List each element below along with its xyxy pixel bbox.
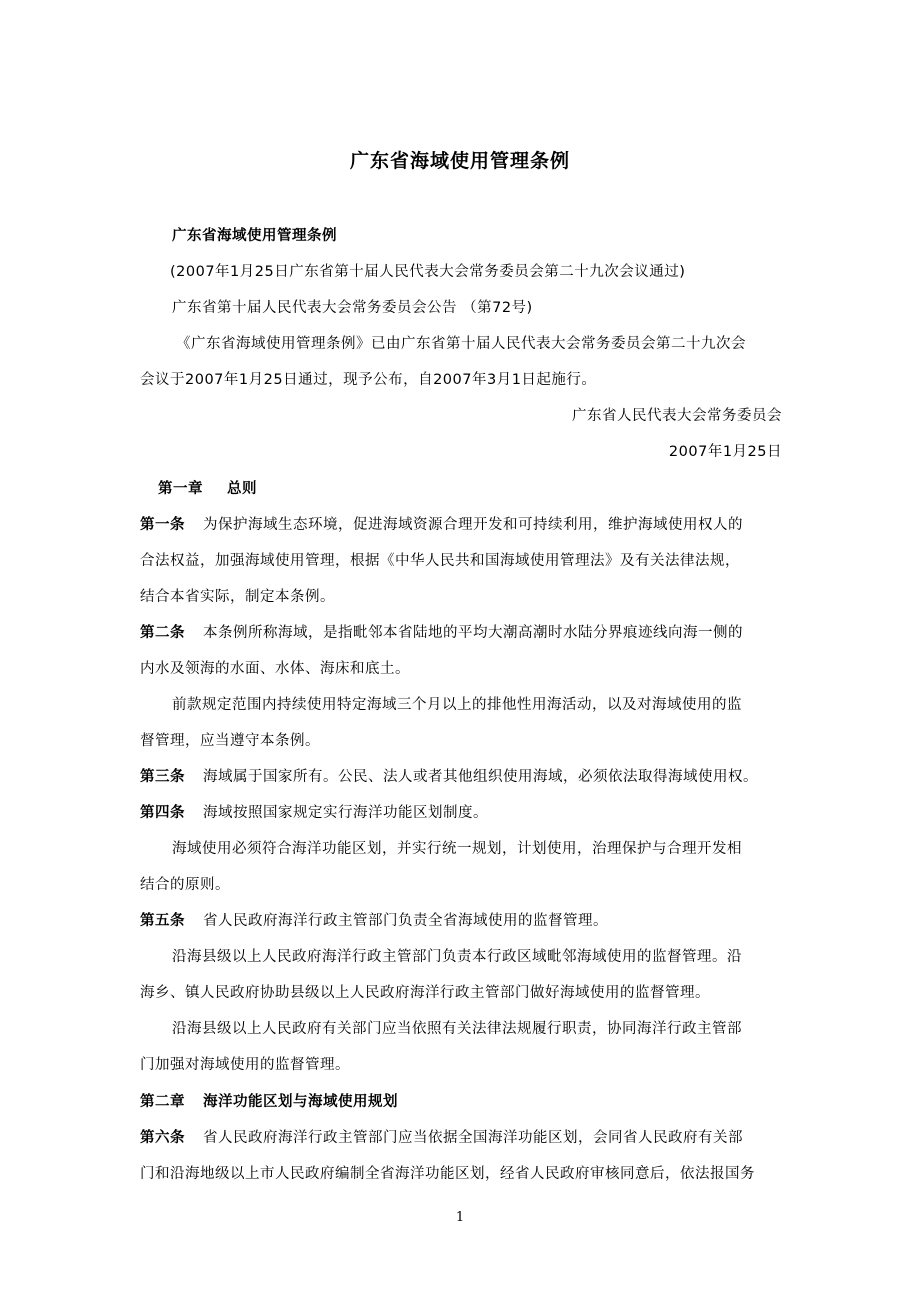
article-1-text-1: 为保护海域生态环境，促进海域资源合理开发和可持续利用，维护海域使用权人的 — [203, 517, 743, 533]
chapter-1-heading — [158, 479, 800, 499]
article-5-text-1: 省人民政府海洋行政主管部门负责全省海域使用的监督管理。 — [203, 913, 608, 929]
article-5-para2-line-1: 沿海县级以上人民政府海洋行政主管部门负责本行政区域毗邻海域使用的监督管理。沿 — [172, 949, 742, 965]
article-2-label: 第二条 — [140, 625, 185, 641]
article-5-line-1 — [140, 911, 782, 931]
article-4-para2-line-2: 结合的原则。 — [140, 877, 230, 893]
article-1-line-3: 结合本省实际，制定本条例。 — [140, 589, 335, 605]
header-line-title: 广东省海域使用管理条例 — [172, 228, 337, 244]
article-3-label: 第三条 — [140, 769, 185, 785]
article-5-para2-line-2: 海乡、镇人民政府协助县级以上人民政府海洋行政主管部门做好海域使用的监督管理。 — [140, 985, 710, 1001]
article-6-label: 第六条 — [140, 1130, 185, 1146]
header-line-announcement-no: 广东省第十届人民代表大会常务委员会公告 （第72号) — [172, 300, 533, 316]
article-2-para2-line-1: 前款规定范围内持续使用特定海域三个月以上的排他性用海活动，以及对海域使用的监 — [172, 697, 742, 713]
article-4-line-1 — [140, 803, 782, 823]
article-5-label: 第五条 — [140, 913, 185, 929]
announcement-line-1: 《广东省海域使用管理条例》已由广东省第十届人民代表大会常务委员会第二十九次会 — [176, 336, 746, 352]
article-1-line-2: 合法权益，加强海域使用管理，根据《中华人民共和国海域使用管理法》及有关法律法规， — [140, 553, 740, 569]
chapter-2-name: 海洋功能区划与海域使用规划 — [203, 1094, 398, 1110]
article-4-para2-line-1: 海域使用必须符合海洋功能区划，并实行统一规划，计划使用，治理保护与合理开发相 — [172, 841, 742, 857]
article-3-text-1: 海域属于国家所有。公民、法人或者其他组织使用海域，必须依法取得海域使用权。 — [203, 769, 758, 785]
article-1-label: 第一条 — [140, 517, 185, 533]
chapter-1-label: 第一章 — [158, 481, 203, 497]
article-3-line-1 — [140, 767, 782, 787]
chapter-2-label: 第二章 — [140, 1094, 185, 1110]
signature-org: 广东省人民代表大会常务委员会 — [572, 408, 782, 424]
chapter-2-heading — [140, 1092, 782, 1112]
signature-date: 2007年1月25日 — [668, 444, 782, 460]
article-5-para3-line-1: 沿海县级以上人民政府有关部门应当依照有关法律法规履行职责，协同海洋行政主管部 — [172, 1021, 742, 1037]
chapter-1-name: 总则 — [227, 481, 257, 497]
article-2-line-1 — [140, 623, 782, 643]
article-1-line-1 — [140, 515, 782, 535]
article-2-line-2: 内水及领海的水面、水体、海床和底土。 — [140, 661, 410, 677]
article-6-text-1: 省人民政府海洋行政主管部门应当依据全国海洋功能区划，会同省人民政府有关部 — [203, 1130, 743, 1146]
header-line-passed: (2007年1月25日广东省第十届人民代表大会常务委员会第二十九次会议通过) — [170, 264, 686, 280]
article-6-line-2: 门和沿海地级以上市人民政府编制全省海洋功能区划，经省人民政府审核同意后，依法报国务 — [140, 1166, 755, 1182]
article-4-text-1: 海域按照国家规定实行海洋功能区划制度。 — [203, 805, 488, 821]
page-number: 1 — [455, 1210, 465, 1225]
article-2-text-1: 本条例所称海域，是指毗邻本省陆地的平均大潮高潮时水陆分界痕迹线向海一侧的 — [203, 625, 743, 641]
article-6-line-1 — [140, 1128, 782, 1148]
article-2-para2-line-2: 督管理，应当遵守本条例。 — [140, 733, 320, 749]
article-4-label: 第四条 — [140, 805, 185, 821]
announcement-line-2: 会议于2007年1月25日通过，现予公布，自2007年3月1日起施行。 — [140, 372, 597, 388]
article-5-para3-line-2: 门加强对海域使用的监督管理。 — [140, 1057, 350, 1073]
document-title: 广东省海域使用管理条例 — [349, 150, 570, 172]
